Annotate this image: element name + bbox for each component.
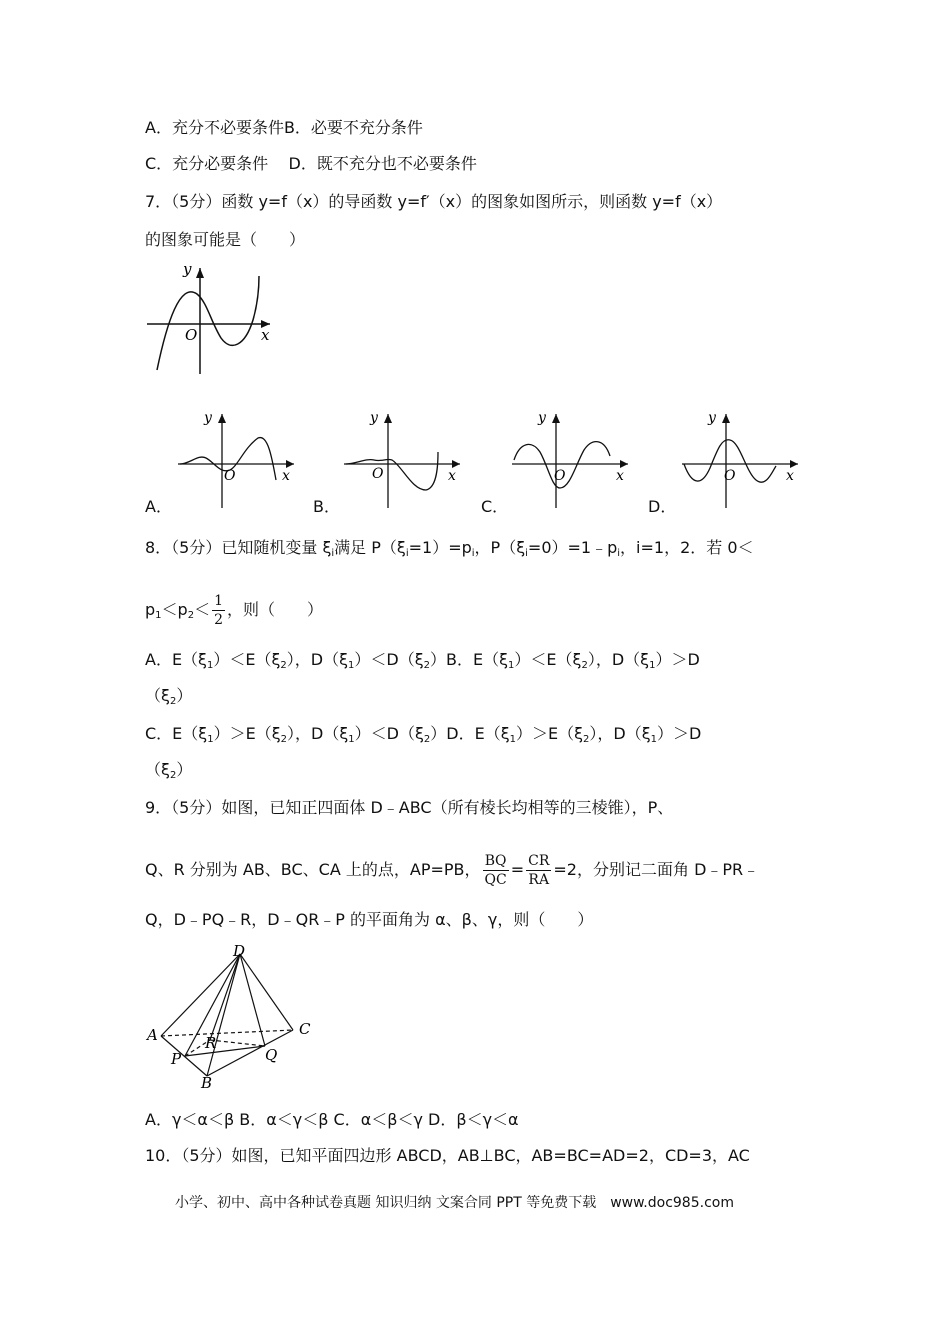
option-a-o: O [224,468,236,484]
q7-stem-line1: 7．（5分）函数 y=f（x）的导函数 y=f′（x）的图象如图所示，则函数 y=f（x） [145,192,723,211]
q8-p: p [145,600,156,619]
q8-lt: ＜ [194,600,211,619]
s: 1 [207,734,214,745]
point-r-label: R [205,1034,217,1052]
s: 1 [509,734,516,745]
q8-c1: C．E（ξ [145,724,208,743]
q8-t4: ，P（ξ [474,538,526,557]
s: 1 [649,660,656,671]
q6-options-line1 [145,118,423,138]
q9-fraction-bq-qc [483,852,509,889]
q8-a8: ）＞D [655,650,700,669]
option-b-y: y [370,410,378,426]
s: 2 [280,734,288,745]
vertex-a-label: A [147,1026,158,1044]
frac-den: RA [528,872,550,888]
q7-derivative-graph [145,262,275,377]
q9-options: A．γ＜α＜β B．α＜γ＜β C．α＜β＜γ D．β＜γ＜α [145,1110,519,1129]
q6-option-d: D．既不充分也不必要条件 [288,154,477,173]
q8-stem-line2 [145,590,323,636]
q8-sub: i [617,548,621,559]
option-a-y: y [204,410,212,426]
frac-den: 2 [214,612,224,628]
derivative-curve [157,276,259,370]
q8-p: p [177,600,188,619]
q8-c8: ）＞D [657,724,702,743]
frac-num: CR [528,853,550,869]
q8-close: ） [176,760,193,779]
q8-options-ab [145,650,700,676]
q6-option-a: A．充分不必要条件 [145,118,284,137]
q7-option-a-label: A． [145,497,172,516]
q8-fraction [212,592,225,629]
q8-options-cd [145,724,701,750]
y-label: y [183,262,192,278]
s: 1 [508,660,515,671]
q8-c5: ）D．E（ξ [430,724,510,743]
q8-a5: ）B．E（ξ [430,650,509,669]
origin-label: O [185,326,198,344]
page-footer: 小学、初中、高中各种试卷真题 知识归纳 文案合同 PPT 等免费下载 www.doc985.com [175,1195,734,1211]
q7-option-c-label: C． [481,497,509,516]
s: 1 [348,734,355,745]
x-label: x [261,326,270,344]
s: 2 [583,734,590,745]
q7-stem-line2: 的图象可能是（ ） [145,230,306,249]
q9-t2: =2，分别记二面角 D﹣PR﹣ [553,860,760,879]
q7-option-c-graph [510,408,632,510]
q8-a7: ），D（ξ [587,650,650,669]
option-b-o: O [372,466,384,482]
q7-option-a-graph [176,408,298,510]
q8-sub: i [331,548,335,559]
q8-t5: =0）=1﹣p [527,538,618,557]
option-c-y: y [538,410,546,426]
frac-num: BQ [483,852,509,871]
q9-t1: Q、R 分别为 AB、BC、CA 上的点，AP=PB， [145,860,481,879]
q8-c4: ）＜D（ξ [354,724,424,743]
q8-option-b-wrap [145,686,192,712]
q8-a2: ）＜E（ξ [213,650,281,669]
option-a-x: x [282,468,290,484]
q9-stem-line3: Q，D﹣PQ﹣R，D﹣QR﹣P 的平面角为 α、β、γ，则（ ） [145,910,594,929]
q8-a4: ）＜D（ξ [354,650,424,669]
s: 2 [423,660,431,671]
vertex-c-label: C [299,1020,311,1038]
q8-end: ，则（ ） [227,600,324,619]
q6-option-b: B．必要不充分条件 [283,118,423,137]
s: 2 [581,660,588,671]
q8-lt: ＜ [161,600,178,619]
q8-c7: ），D（ξ [589,724,651,743]
y-axis-arrow [196,268,204,278]
s: 1 [650,734,658,745]
s: 2 [280,660,287,671]
point-q-label: Q [265,1046,278,1064]
q8-sub: i [471,548,475,559]
s: 2 [423,734,431,745]
q8-a3: ），D（ξ [286,650,349,669]
q7-option-d-label: D． [648,497,677,516]
q8-c2: ）＞E（ξ [213,724,281,743]
q8-stem-line1 [145,538,754,564]
frac-num: 1 [214,593,224,609]
q8-t1: 8．（5分）已知随机变量 ξ [145,538,332,557]
point-p-label: P [171,1050,182,1068]
q9-stem-line2: Q、R 分别为 AB、BC、CA 上的点，AP=PB， $\frac{BQ}{QC}$ = $\frac{CR}{RA}$ =2，分别记二面角 D﹣PR﹣ [145,853,760,888]
q8-option-d-wrap [145,760,192,786]
q7-option-b-label: B． [313,497,340,516]
frac-den: QC [484,872,507,888]
q8-close: ） [176,686,193,705]
option-d-o: O [724,468,736,484]
q6-option-c: C．充分必要条件 [145,154,269,173]
option-b-x: x [448,468,456,484]
q10-stem-line1: 10．（5分）如图，已知平面四边形 ABCD，AB⊥BC，AB=BC=AD=2，CD=3，AC [145,1146,750,1165]
q8-sub1: 1 [155,610,162,621]
q8-t2: 满足 P（ξ [334,538,406,557]
s: 2 [169,696,177,707]
q8-sub: i [405,548,409,559]
s: 1 [348,660,355,671]
q8-c3: ），D（ξ [287,724,349,743]
s: 2 [169,770,177,781]
s: 1 [206,660,214,671]
q8-bw: （ξ [145,686,170,705]
option-c-o: O [554,468,566,484]
q7-option-b-graph [342,408,464,510]
q8-c6: ）＞E（ξ [516,724,584,743]
q9-tetrahedron-figure [145,942,325,1092]
option-c-x: x [616,468,624,484]
q8-a1: A．E（ξ [145,650,207,669]
q8-dw: （ξ [145,760,170,779]
vertex-d-label: D [233,942,246,960]
q8-sub: i [525,548,528,559]
option-d-x: x [786,468,794,484]
q9-fraction-cr-ra [526,852,551,889]
q6-options-line2 [145,154,477,174]
q8-t6: ，i=1，2．若 0＜ [620,538,754,557]
q8-sub2: 2 [187,610,195,621]
vertex-b-label: B [201,1074,213,1092]
q7-option-d-graph [680,408,802,510]
option-d-y: y [708,410,716,426]
q9-stem-line1: 9．（5分）如图，已知正四面体 D﹣ABC（所有棱长均相等的三棱锥），P、 [145,798,674,817]
q8-a6: ）＜E（ξ [514,650,582,669]
q8-t3: =1）=p [408,538,472,557]
